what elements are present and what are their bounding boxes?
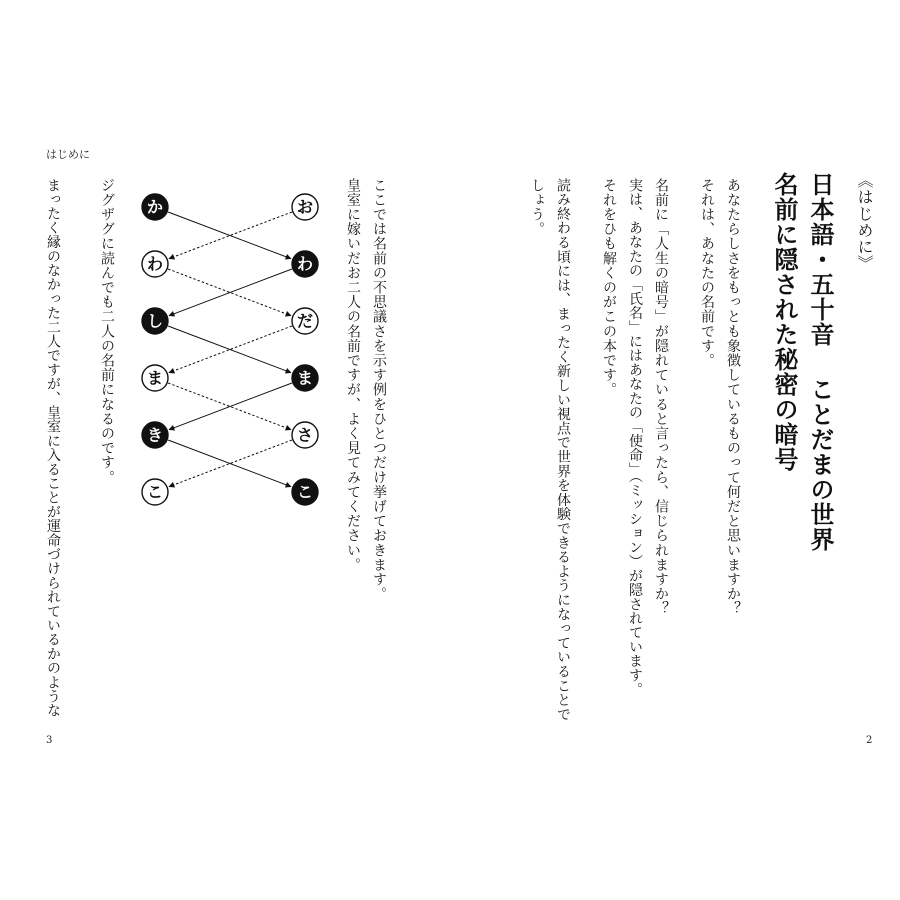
page-number-right: 2 (866, 735, 873, 746)
kana-node-right-5 (292, 479, 318, 505)
kana-char: き (146, 425, 164, 445)
kana-char: だ (296, 311, 314, 331)
body-line-7: しょう。 (529, 178, 545, 237)
kana-char: わ (146, 254, 164, 274)
name-zigzag-diagram (130, 185, 330, 515)
kana-node-left-4 (142, 422, 168, 448)
body-line-4: まったく縁のなかった二人ですが、皇室に入ることが運命づけられているかのような (45, 178, 61, 718)
diagram-connectors (168, 212, 292, 487)
kana-node-left-0 (142, 194, 168, 220)
body-line-4: 実は、あなたの「氏名」にはあなたの「使命」（ミッション）が隠されています。 (627, 178, 643, 697)
kana-char: し (146, 311, 164, 331)
chapter-title-line-1: 日本語・五十音 ことだまの世界 (806, 172, 835, 552)
body-line-2: 皇室に嫁いだお二人の名前ですが、よく見てみてください。 (345, 178, 361, 573)
right-page (450, 0, 900, 900)
kana-node-left-2 (142, 308, 168, 334)
kana-char: ま (146, 368, 164, 388)
kana-node-right-3 (292, 365, 318, 391)
chapter-title-line-2: 名前に隠された秘密の暗号 (770, 172, 799, 472)
body-line-5: それをひも解くのがこの本です。 (601, 178, 617, 397)
kana-node-left-5 (142, 479, 168, 505)
page-number-left: 3 (46, 735, 53, 746)
section-label: 《はじめに》 (855, 172, 874, 272)
kana-node-left-1 (142, 251, 168, 277)
kana-node-right-0 (292, 194, 318, 220)
kana-char: こ (296, 482, 314, 502)
kana-char: ま (296, 368, 314, 388)
running-head: はじめに (46, 148, 90, 161)
kana-char: お (296, 197, 314, 217)
body-line-1: ここでは名前の不思議さを示す例をひとつだけ挙げておきます。 (371, 178, 387, 602)
body-line-2: それは、あなたの名前です。 (699, 178, 715, 368)
kana-node-right-4 (292, 422, 318, 448)
kana-node-left-3 (142, 365, 168, 391)
kana-char: わ (296, 254, 314, 274)
body-line-3: ジグザグに読んでも二人の名前になるのです。 (99, 178, 115, 485)
body-line-6: 読み終わる頃には、まったく新しい視点で世界を体験できるようになっていることで (555, 178, 571, 722)
kana-node-right-1 (292, 251, 318, 277)
kana-node-right-2 (292, 308, 318, 334)
body-line-1: あなたらしさをもっとも象徴しているものって何だと思いますか？ (725, 178, 741, 616)
kana-char: か (146, 197, 164, 217)
kana-char: こ (146, 482, 164, 502)
kana-char: さ (296, 425, 314, 445)
body-line-3: 名前に「人生の暗号」が隠れていると言ったら、信じられますか？ (653, 178, 669, 616)
